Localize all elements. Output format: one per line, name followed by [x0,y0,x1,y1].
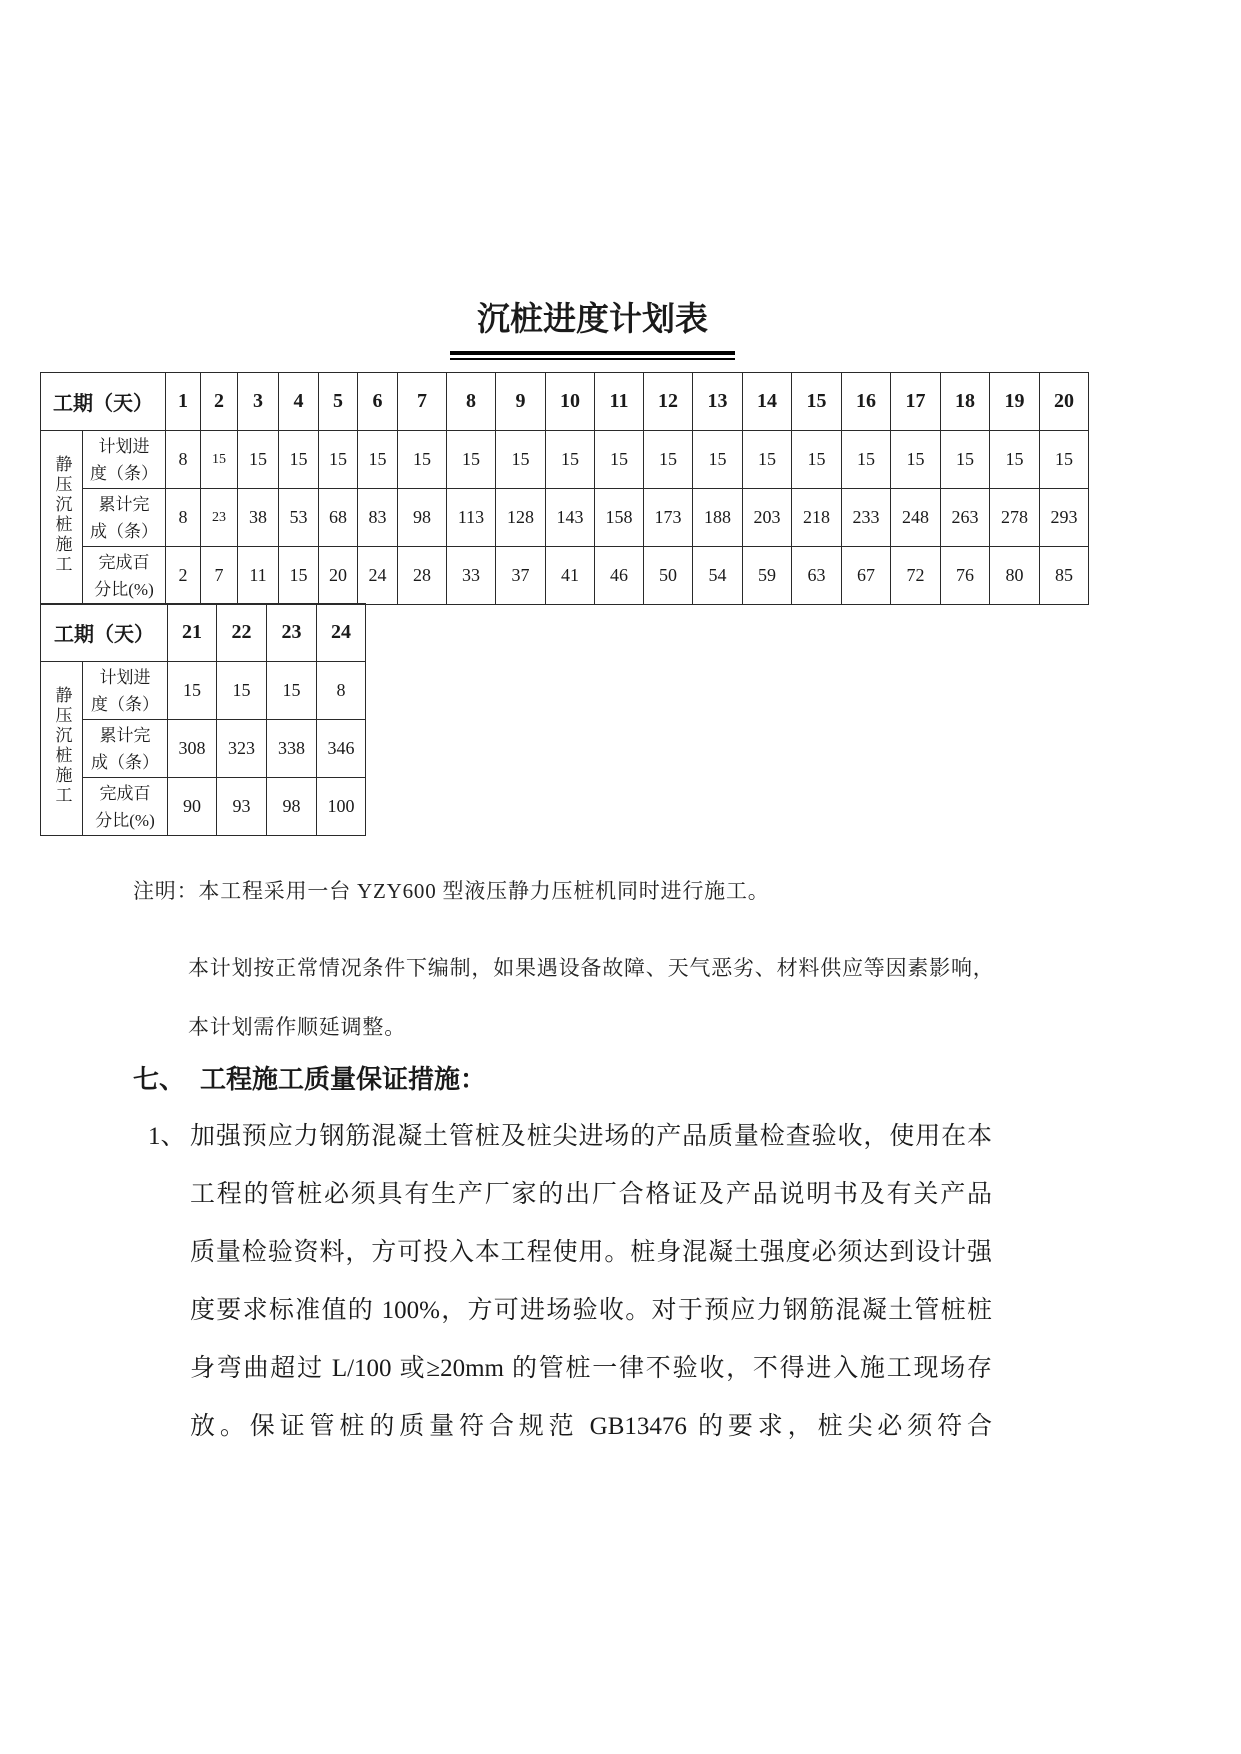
planned-piles-cell: 15 [644,431,693,489]
cumulative-piles-cell: 113 [447,489,496,547]
day-number-header: 3 [238,373,279,431]
day-number-header: 23 [267,604,317,662]
duration-days-header: 工期（天） [41,604,168,662]
paragraph-line: 身弯曲超过 L/100 或≥20mm 的管桩一律不验收，不得进入施工现场存 [190,1355,992,1382]
cumulative-piles-cell: 248 [891,489,941,547]
day-number-header: 9 [496,373,546,431]
day-number-header: 17 [891,373,941,431]
cumulative-piles-cell: 128 [496,489,546,547]
row-label-planned-progress [83,662,168,720]
day-number-header: 11 [595,373,644,431]
group-label: 静压沉桩施工 [52,455,72,575]
row-label-cumulative-completed [83,489,166,547]
day-number-header: 7 [398,373,447,431]
cumulative-piles-cell: 218 [792,489,842,547]
day-number-header: 21 [168,604,217,662]
day-number-header: 24 [317,604,366,662]
planned-piles-cell: 15 [842,431,891,489]
row-label-line: 度（条） [91,694,159,714]
construction-group-label-cell [41,431,83,605]
table-row-percent [41,778,366,836]
day-number-header: 2 [201,373,238,431]
row-label-line: 计划进 [98,436,150,456]
planned-piles-cell: 15 [279,431,319,489]
day-number-header: 18 [941,373,990,431]
completion-percent-cell: 28 [398,547,447,605]
planned-piles-cell: 15 [693,431,743,489]
planned-piles-cell: 15 [358,431,398,489]
completion-percent-cell: 63 [792,547,842,605]
section-title: 工程施工质量保证措施： [200,1065,487,1094]
completion-percent-cell: 15 [279,547,319,605]
completion-percent-cell: 7 [201,547,238,605]
paragraph-line: 放。保证管桩的质量符合规范 GB13476 的要求，桩尖必须符合 [190,1413,992,1440]
planned-piles-cell: 15 [792,431,842,489]
planned-piles-cell: 15 [319,431,358,489]
completion-percent-cell: 11 [238,547,279,605]
cumulative-piles-cell: 263 [941,489,990,547]
table-row-planned [41,431,1089,489]
title-underline-thick [450,351,735,355]
completion-percent-cell: 46 [595,547,644,605]
completion-percent-cell: 98 [267,778,317,836]
day-number-header: 1 [166,373,201,431]
section-number: 七、 [133,1065,186,1094]
planned-piles-cell: 15 [267,662,317,720]
row-label-line: 累计完 [99,725,151,745]
cumulative-piles-cell: 143 [546,489,595,547]
completion-percent-cell: 24 [358,547,398,605]
row-label-completion-percent [83,778,168,836]
title-underline-thin [450,358,735,360]
planned-piles-cell: 15 [941,431,990,489]
cumulative-piles-cell: 83 [358,489,398,547]
row-label-line: 计划进 [99,667,151,687]
cumulative-piles-cell: 346 [317,720,366,778]
cumulative-piles-cell: 203 [743,489,792,547]
day-number-header: 16 [842,373,891,431]
row-label-line: 度（条） [90,463,158,483]
day-number-header: 4 [279,373,319,431]
cumulative-piles-cell: 338 [267,720,317,778]
day-number-header: 10 [546,373,595,431]
cumulative-piles-cell: 68 [319,489,358,547]
table-row-planned [41,662,366,720]
day-number-header: 22 [217,604,267,662]
cumulative-piles-cell: 188 [693,489,743,547]
cumulative-piles-cell: 38 [238,489,279,547]
completion-percent-cell: 50 [644,547,693,605]
planned-piles-cell: 8 [166,431,201,489]
completion-percent-cell: 2 [166,547,201,605]
day-number-header: 14 [743,373,792,431]
table-header-row [41,373,1089,431]
construction-group-label-cell [41,662,83,836]
planned-piles-cell: 15 [990,431,1040,489]
day-number-header: 15 [792,373,842,431]
row-label-cumulative-completed [83,720,168,778]
cumulative-piles-cell: 233 [842,489,891,547]
completion-percent-cell: 80 [990,547,1040,605]
pile-schedule-table-days-21-24 [40,603,366,836]
completion-percent-cell: 85 [1040,547,1089,605]
row-label-line: 分比(%) [95,810,155,830]
completion-percent-cell: 76 [941,547,990,605]
row-label-planned-progress [83,431,166,489]
day-number-header: 6 [358,373,398,431]
cumulative-piles-cell: 173 [644,489,693,547]
paragraph-line: 加强预应力钢筋混凝土管桩及桩尖进场的产品质量检查验收，使用在本 [190,1123,992,1150]
day-number-header: 5 [319,373,358,431]
planned-piles-cell: 15 [743,431,792,489]
planned-piles-cell: 15 [546,431,595,489]
completion-percent-cell: 90 [168,778,217,836]
day-number-header: 8 [447,373,496,431]
planned-piles-cell: 15 [238,431,279,489]
cumulative-piles-cell: 323 [217,720,267,778]
completion-percent-cell: 54 [693,547,743,605]
planned-piles-cell: 15 [217,662,267,720]
row-label-line: 成（条） [90,521,158,541]
row-label-line: 累计完 [98,494,150,514]
duration-days-header: 工期（天） [41,373,166,431]
page-title: 沉桩进度计划表 [477,302,708,338]
row-label-line: 分比(%) [94,579,154,599]
completion-percent-cell: 20 [319,547,358,605]
table-row-percent [41,547,1089,605]
planned-piles-cell: 15 [398,431,447,489]
cumulative-piles-cell: 98 [398,489,447,547]
completion-percent-cell: 72 [891,547,941,605]
table-row-cumulative [41,720,366,778]
cumulative-piles-cell: 293 [1040,489,1089,547]
completion-percent-cell: 41 [546,547,595,605]
planned-piles-cell: 8 [317,662,366,720]
list-item-number: 1、 [148,1123,186,1150]
completion-percent-cell: 100 [317,778,366,836]
cumulative-piles-cell: 53 [279,489,319,547]
table-header-row [41,604,366,662]
group-label: 静压沉桩施工 [52,686,72,806]
row-label-completion-percent [83,547,166,605]
list-item-body [190,1108,992,1456]
cumulative-piles-cell: 278 [990,489,1040,547]
row-label-line: 完成百 [99,783,151,803]
completion-percent-cell: 37 [496,547,546,605]
paragraph-line: 工程的管桩必须具有生产厂家的出厂合格证及产品说明书及有关产品 [190,1181,992,1208]
cumulative-piles-cell: 8 [166,489,201,547]
completion-percent-cell: 59 [743,547,792,605]
completion-percent-cell: 93 [217,778,267,836]
row-label-line: 成（条） [91,752,159,772]
completion-percent-cell: 67 [842,547,891,605]
planned-piles-cell: 15 [447,431,496,489]
day-number-header: 19 [990,373,1040,431]
paragraph-line: 质量检验资料，方可投入本工程使用。桩身混凝土强度必须达到设计强 [190,1239,992,1266]
planned-piles-cell: 15 [891,431,941,489]
day-number-header: 13 [693,373,743,431]
cumulative-piles-cell: 308 [168,720,217,778]
completion-percent-cell: 33 [447,547,496,605]
note-line: 本计划需作顺延调整。 [188,1015,406,1039]
day-number-header: 12 [644,373,693,431]
day-number-header: 20 [1040,373,1089,431]
planned-piles-cell: 15 [1040,431,1089,489]
planned-piles-cell: 15 [201,431,238,489]
pile-schedule-table-days-1-20 [40,372,1089,605]
planned-piles-cell: 15 [595,431,644,489]
cumulative-piles-cell: 158 [595,489,644,547]
remark-note: 注明：本工程采用一台 YZY600 型液压静力压桩机同时进行施工。 [133,879,770,903]
planned-piles-cell: 15 [168,662,217,720]
note-line: 本计划按正常情况条件下编制，如果遇设备故障、天气恶劣、材料供应等因素影响， [188,956,995,980]
table-row-cumulative [41,489,1089,547]
cumulative-piles-cell: 23 [201,489,238,547]
paragraph-line: 度要求标准值的 100%，方可进场验收。对于预应力钢筋混凝土管桩桩 [190,1297,992,1324]
planned-piles-cell: 15 [496,431,546,489]
row-label-line: 完成百 [98,552,150,572]
